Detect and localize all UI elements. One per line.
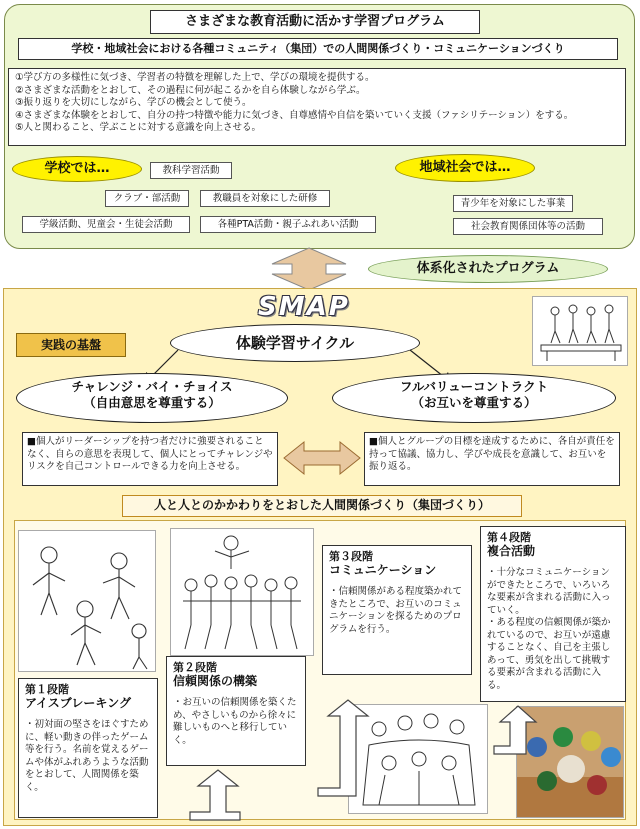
activity-subject-learning: 教科学習活動: [150, 162, 232, 179]
stage-2-name: 信頼関係の構築: [173, 674, 258, 688]
systematized-program-label: 体系化されたプログラム: [368, 255, 608, 283]
activity-club: クラブ・部活動: [105, 190, 189, 207]
stage-1-description: ・初対面の堅さをほぐすために、軽い動きの伴ったゲーム等を行う。名前を覚えるゲームや体がふれあうような活動をとおして、人間関係を築く。: [25, 719, 149, 793]
challenge-description: ■個人がリーダーシップを持つ者だけに強要されることなく、自らの意思を表現して、個人にとってチャレンジやリスクを自己コントロールできる力を向上させる。: [22, 432, 278, 486]
experiential-learning-cycle: 体験学習サイクル: [170, 324, 420, 362]
stage-2-description: ・お互いの信頼関係を築くため、やさしいものから徐々に難しいものへと移行していく。: [173, 697, 297, 746]
full-value-title: フルバリューコントラクト: [399, 379, 549, 394]
goal-item: ②さまざまな活動をとおして、その過程に何が起こるかを自ら体験しながら学ぶ。: [15, 84, 366, 96]
full-value-subtitle: （お互いを尊重する）: [411, 395, 537, 410]
goal-item: ①学び方の多様性に気づき、学習者の特徴を理解した上で、学びの環境を提供する。: [15, 72, 375, 83]
community-label: 地域社会では…: [395, 154, 535, 182]
stage-1-level: 第１段階: [25, 683, 69, 696]
activity-staff-training: 教職員を対象にした研修: [200, 190, 330, 207]
program-title: さまざまな教育活動に活かす学習プログラム: [150, 10, 480, 34]
challenge-subtitle: （自由意思を尊重する）: [83, 395, 221, 410]
stage-3-name: コミュニケーション: [329, 563, 437, 577]
activity-youth: 青少年を対象にした事業: [453, 195, 573, 212]
school-label: 学校では…: [12, 156, 142, 182]
stage-3-description: ・信頼関係がある程度築かれてきたところで、お互いのコミュニケーションを探るためのプログラムを行う。: [329, 586, 463, 635]
stage-3-level: 第３段階: [329, 550, 373, 563]
goal-item: ④さまざまな体験をとおして、自分の持つ特徴や能力に気づき、自尊感情や自信を築いていく支援（ファシリテーション）をする。: [15, 109, 574, 121]
stage-4-description: ・十分なコミュニケーションができたところで、いろいろな要素が含まれる活動に入っていく。 ・ある程度の信頼関係が築かれているので、お互いが遠慮することなく、自己を主張しあって、勇気を出して挑戦する要素が含まれる活動に入る。: [487, 567, 611, 691]
program-subtitle: 学校・地域社会における各種コミュニティ（集団）での人間関係づくり・コミュニケーションづくり: [18, 38, 618, 60]
full-value-description: ■個人とグループの目標を達成するために、各自が責任を持って協議、協力し、学びや成長を意識して、お互いを振り返る。: [364, 432, 620, 486]
activity-class: 学級活動、児童会・生徒会活動: [22, 216, 190, 233]
goal-item: ③振り返りを大切にしながら、学びの機会として使う。: [15, 97, 252, 108]
smap-title: SMAP: [258, 292, 350, 322]
relationship-building-bar: 人と人とのかかわりをとおした人間関係づくり（集団づくり）: [122, 495, 522, 517]
challenge-title: チャレンジ・バイ・チョイス: [71, 379, 233, 394]
practice-base-label: 実践の基盤: [16, 333, 126, 357]
stage-1-name: アイスブレーキング: [25, 696, 131, 710]
activity-social-education: 社会教育関係団体等の活動: [453, 218, 603, 235]
stage-4-name: 複合活動: [487, 544, 536, 558]
activity-pta: 各種PTA活動・親子ふれあい活動: [200, 216, 376, 233]
stage-2-level: 第２段階: [173, 661, 217, 674]
stage-4-level: 第４段階: [487, 531, 531, 544]
goal-item: ⑤人と関わること、学ぶことに対する意識を向上させる。: [15, 122, 262, 133]
